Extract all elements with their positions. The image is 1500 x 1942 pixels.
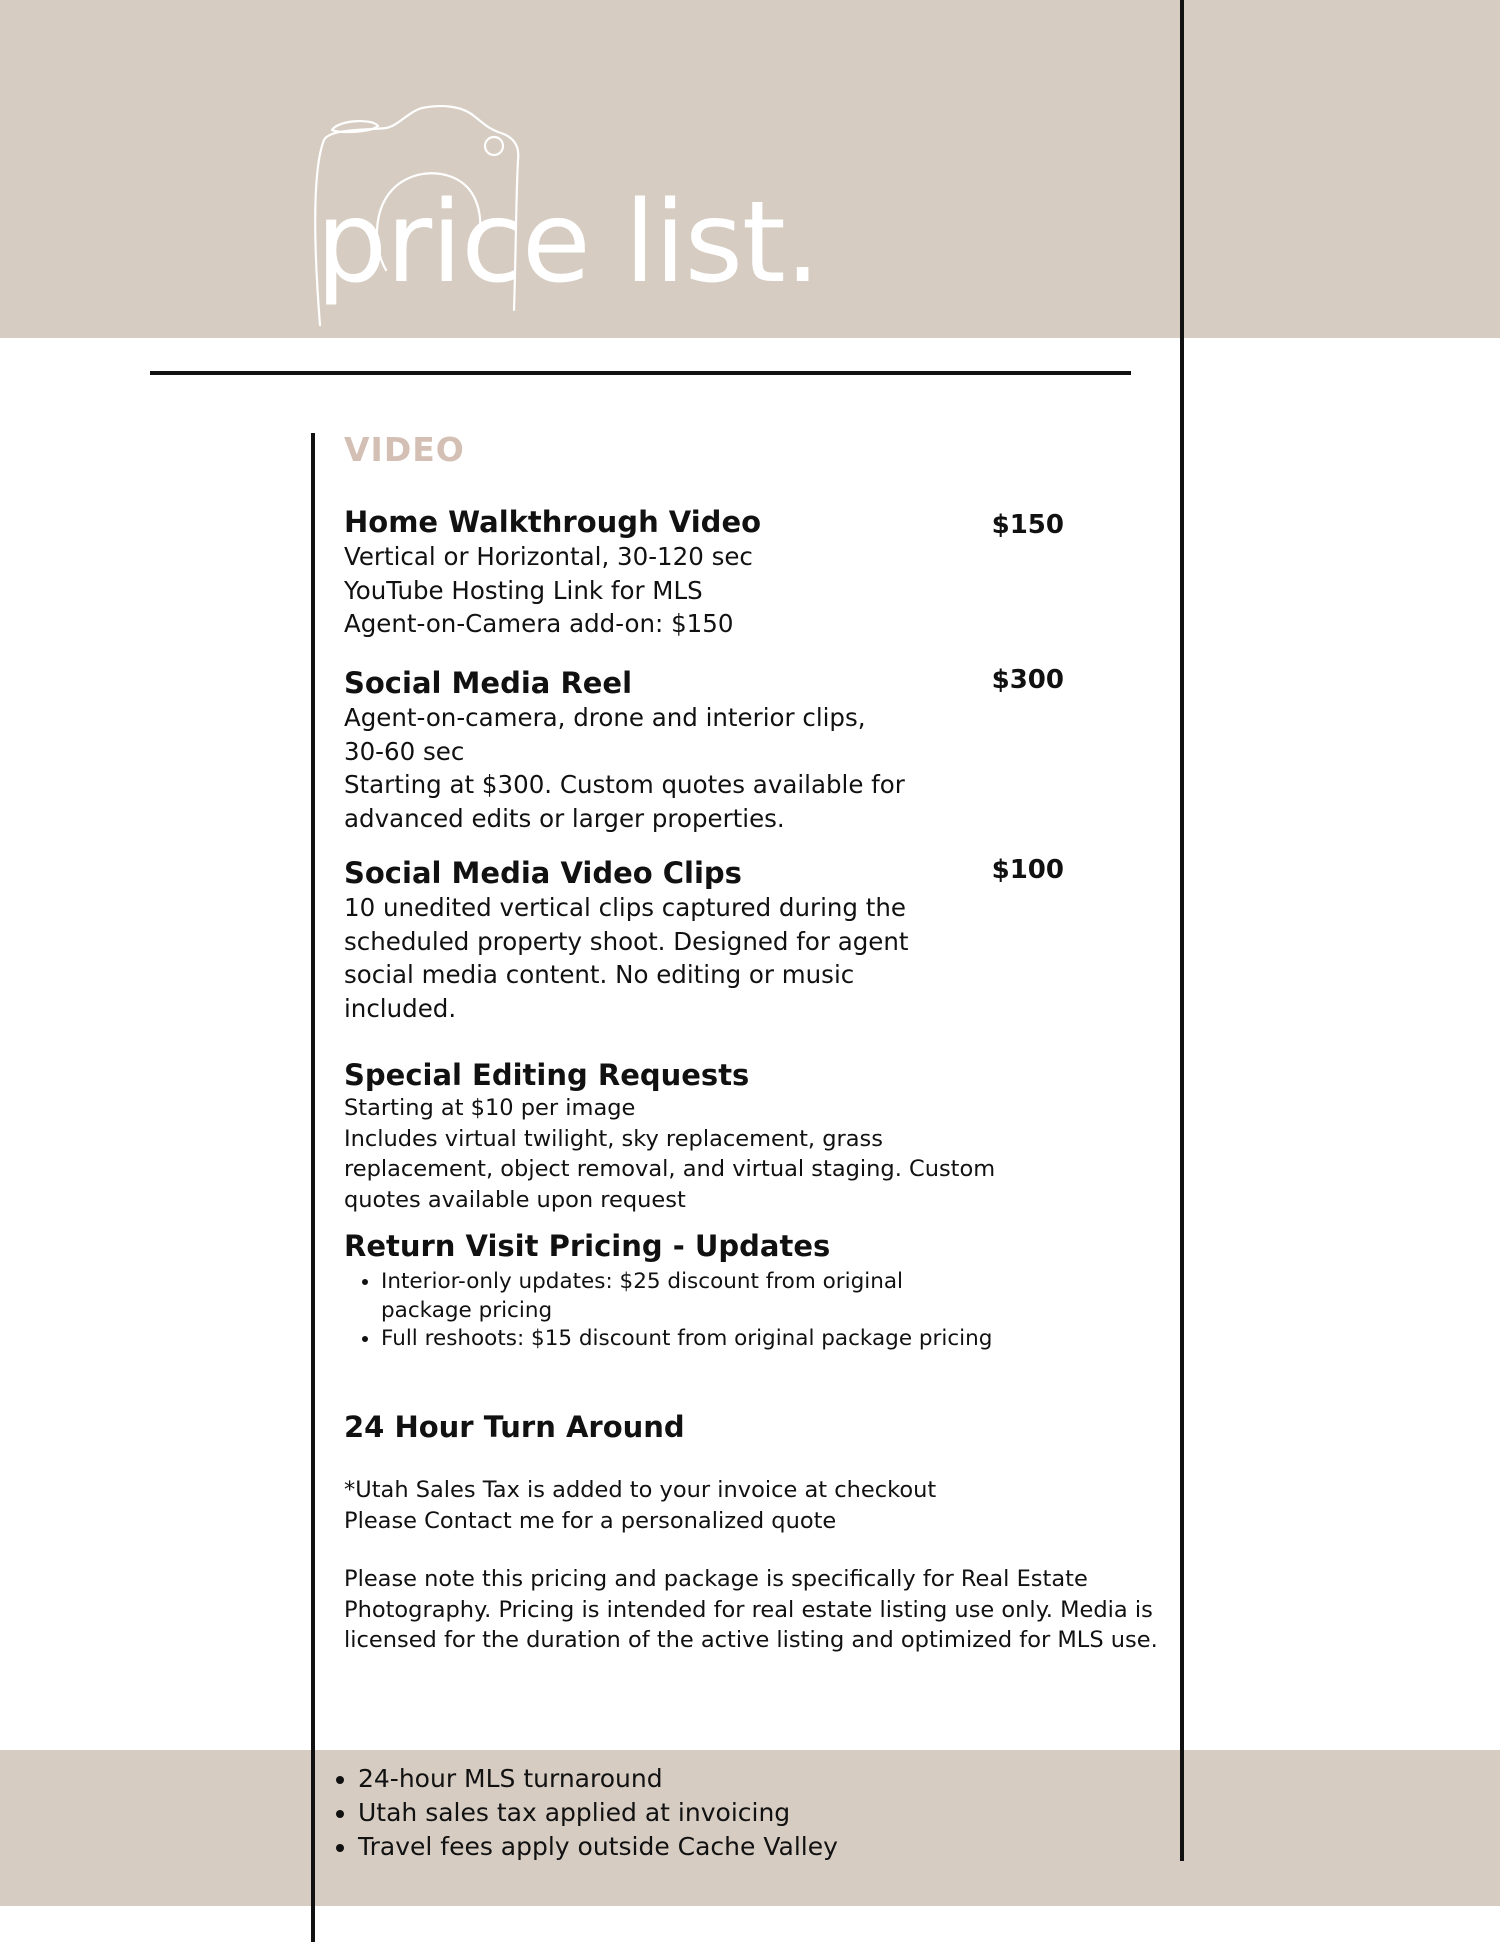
footer-item: • 24-hour MLS turnaround [358, 1762, 838, 1796]
item-name: Special Editing Requests [344, 1058, 750, 1092]
description-line: included. [344, 993, 457, 1023]
notes-block [344, 1475, 1164, 1536]
item-description [344, 701, 1064, 835]
item-name: Return Visit Pricing - Updates [344, 1229, 831, 1263]
list-item: • Full reshoots: $15 discount from original package pricing [381, 1325, 1144, 1354]
right-divider-line [1180, 0, 1184, 1861]
contact-note: Please Contact me for a personalized quote [344, 1507, 837, 1534]
price-item-social-media-reel [344, 665, 1064, 835]
description-line: Starting at $300. Custom quotes available for [344, 770, 905, 799]
footer-list [330, 1762, 838, 1864]
description-line: replacement, object removal, and virtual staging. Custom [344, 1156, 996, 1182]
price-item-home-walkthrough [344, 504, 1064, 641]
item-description [344, 891, 1064, 1025]
item-description [344, 540, 1064, 641]
description-line: 10 unedited vertical clips captured during the [344, 893, 906, 922]
footer-item: • Utah sales tax applied at invoicing [358, 1796, 838, 1830]
description-line: 30-60 sec [344, 736, 465, 766]
description-line: YouTube Hosting Link for MLS [344, 575, 703, 605]
price-item-special-editing [344, 1057, 1184, 1215]
item-price: $150 [991, 510, 1064, 540]
description-line: Includes virtual twilight, sky replacement, grass [344, 1125, 883, 1152]
description-line: Agent-on-Camera add-on: $150 [344, 609, 734, 638]
footer-item: • Travel fees apply outside Cache Valley [358, 1830, 838, 1864]
price-item-return-visit [344, 1228, 1144, 1354]
description-line: social media content. No editing or music [344, 960, 855, 989]
description-line: quotes available upon request [344, 1186, 686, 1213]
item-price: $100 [991, 855, 1064, 885]
tax-note: *Utah Sales Tax is added to your invoice at checkout [344, 1477, 937, 1503]
description-line: advanced edits or larger properties. [344, 803, 785, 833]
item-description [344, 1093, 1184, 1215]
item-name: Social Media Reel [344, 666, 633, 700]
item-name: Social Media Video Clips [344, 856, 742, 890]
section-label-video: VIDEO [344, 430, 465, 469]
description-line: Agent-on-camera, drone and interior clips, [344, 703, 866, 732]
list-item: • Interior-only updates: $25 discount from original package pricing [381, 1268, 921, 1325]
price-item-social-media-clips [344, 855, 1064, 1025]
left-divider-line [311, 433, 315, 1942]
header-rule [150, 371, 1131, 375]
page-title: price list. [316, 178, 820, 308]
item-price: $300 [991, 665, 1064, 695]
turnaround-heading: 24 Hour Turn Around [344, 1410, 685, 1444]
item-name: Home Walkthrough Video [344, 505, 762, 539]
description-line: scheduled property shoot. Designed for agent [344, 926, 909, 956]
return-visit-bullets [344, 1268, 1144, 1354]
description-line: Vertical or Horizontal, 30-120 sec [344, 542, 753, 571]
description-line: Starting at $10 per image [344, 1095, 636, 1121]
disclaimer-text: Please note this pricing and package is specifically for Real Estate Photography. Pricing is intended for real estate listing use only. Media is licensed for the duration of the active listing and optimized for MLS use. [344, 1566, 1158, 1653]
